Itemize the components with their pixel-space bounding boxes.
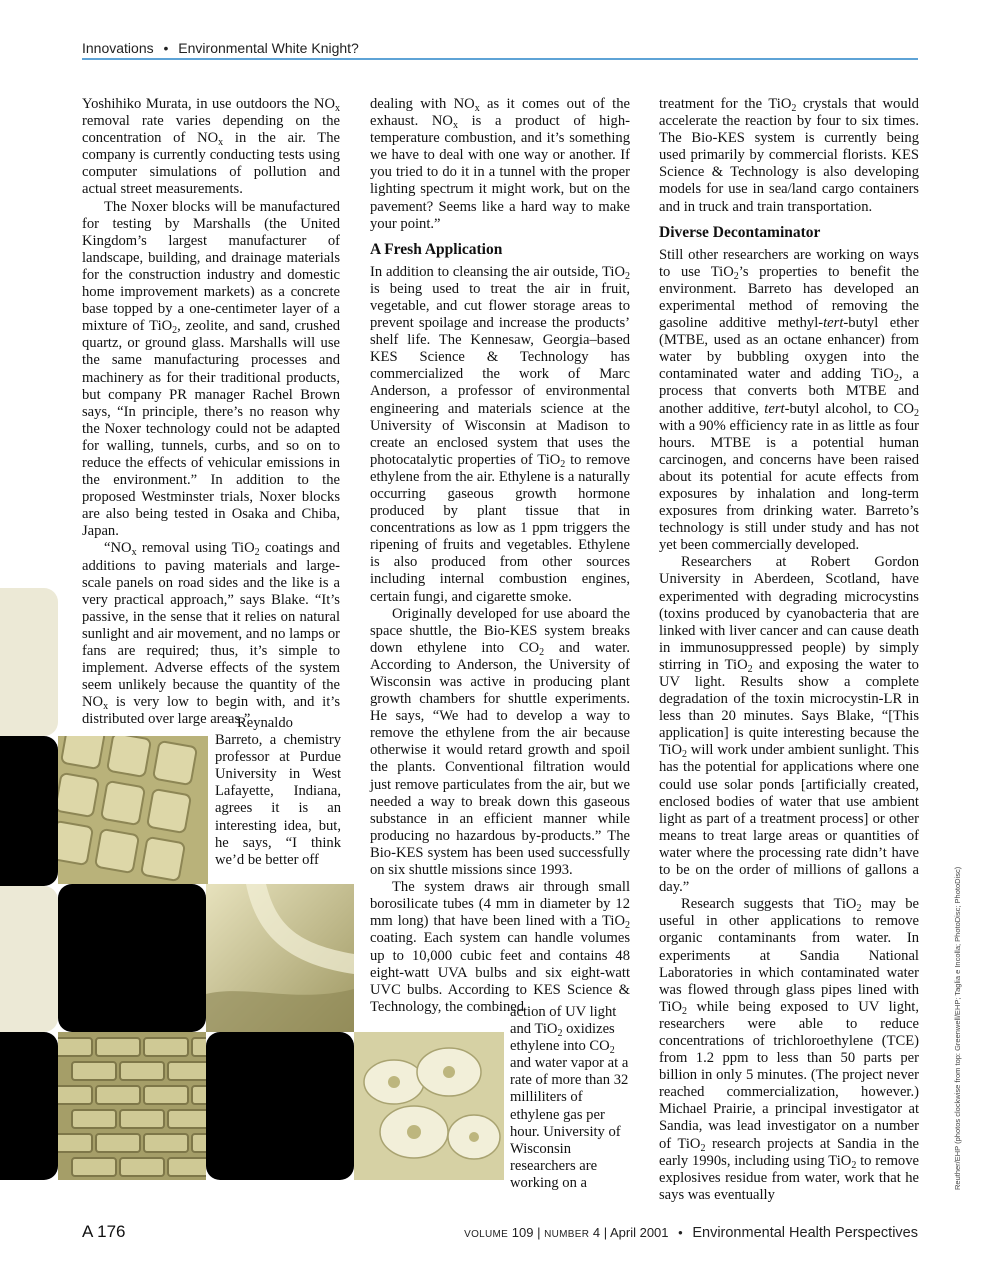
paragraph: “$NO_x$ removal using TiO$_2$ coatings and additions to paving materials and large-scale panels on road sides and the like is a very practical approach,” says Blake. “It’s passive, in the sense that it relies on natural sunlight and air movement, and no lamps or fans are required; thus, it’s simple to implement. Adverse effects of the system seem unlikely because the quantity of the $NO_x$ is very low to begin with, and it’s distributed over large areas.” [82, 540, 340, 728]
paragraph: Still other researchers are working on ways to use TiO$_2$’s properties to benefit the environment. Barreto has developed an experimental method of removing the gasoline additive methyl-tert-butyl ether (MTBE, used as an octane enhancer) from water by bubbling oxygen into the contaminated water and adding TiO$_2$, a process that converts both MTBE and another additive, tert-butyl alcohol, to $CO_2$ with a 90% efficiency rate in as little as four hours. MTBE is a potential human carcinogen, and concerns have been raised about its potential for acute effects from exposures by inhalation and long-term exposures from drinking water. Barreto’s technology is still under study and has not yet been commercially developed. [659, 246, 920, 554]
page-number: A 176 [82, 1222, 126, 1241]
footer-bullet: • [678, 1225, 683, 1240]
column-1-wrap-text [215, 715, 341, 869]
column-2-wrap-text [510, 1004, 630, 1192]
paragraph: Originally developed for use aboard the space shuttle, the Bio-KES system breaks down ethylene into $CO_2$ and water. According to Anderson, the University of Wisconsin was active in producing plant growth chambers for shuttle experiments. He says, “We had to develop a way to remove the ethylene from the air because otherwise it would retard growth and spoil the plants. Conventional filtration would just remove particulates from the air, but we needed a way to break down this gaseous substance in an efficient manner while producing no hazardous by-products.” The Bio-KES system has been used successfully on six shuttle missions since 1993. [370, 605, 630, 879]
side-tab-bottom [0, 886, 58, 1032]
paragraph: Yoshihiko Murata, in use outdoors the $NO_x$ removal rate varies depending on the concentration of $NO_x$ in the air. The company is currently conducting tests using computer simulations of pollution and actual street measurements. [82, 96, 340, 198]
flower-photo [354, 1032, 504, 1180]
section-name: Innovations [82, 40, 154, 56]
issue-date: April 2001 [609, 1225, 669, 1240]
photo-credit: Reuther/EHP (photos clockwise from top: Greenwell/EHP; Taglia e Incolla; PhotoDisc; PhotoDisc) [953, 866, 962, 1190]
paragraph: Reynaldo Barreto, a chemistry professor at Purdue University in West Lafayette, Indiana, agrees it is an interesting idea, but, he says, “I think we’d be better off [215, 715, 341, 868]
tile-photo [58, 736, 208, 884]
paragraph: treatment for the TiO$_2$ crystals that would accelerate the reaction by four to six times. The Bio-KES system is currently being used primarily by commercial florists. KES Science & Technology is also developing models for use in sea/land cargo containers and in truck and train transportation. [659, 96, 919, 215]
brick-photo [58, 1032, 206, 1180]
article-title: Environmental White Knight? [178, 40, 359, 56]
paragraph: The system draws air through small borosilicate tubes (4 mm in diameter by 12 mm long) that have been lined with a TiO$_2$ coating. Each system can handle volumes up to 10,000 cubic feet and contains 48 eight-watt UVA bulbs and six eight-watt UVC bulbs. According to KES Science & Technology, the combined [370, 879, 630, 1015]
column-2 [370, 96, 630, 1016]
paragraph: action of UV light and TiO$_2$ oxidizes ethylene into $CO_2$ and water vapor at a rate of more than 32 milliliters of ethylene gas per hour. University of Wisconsin researchers are working on a [510, 1004, 629, 1191]
section-heading: Diverse Decontaminator [659, 223, 821, 241]
paragraph: The Noxer blocks will be manufactured for testing by Marshalls (the United Kingdom’s largest manufacturer of landscape, building, and drainage materials for the construction industry and domestic home improvement markets) as a concrete base topped by a one-centimeter layer of a mixture of TiO$_2$, zeolite, and sand, crushed quartz, or ground glass. Marshalls will use the same manufacturing processes and machinery as for their traditional products, but company PR manager Rachel Brown says, “In principle, there’s no reason why the Noxer technology could not be adapted for walling, tunnels, curbs, and so on to reduce the effects of vehicular emissions in the environment.” In addition to the proposed Westminster trials, Noxer blocks are also being tested in Osaka and Chiba, Japan. [82, 198, 340, 540]
black-block [206, 1032, 354, 1180]
column-3 [659, 96, 919, 1204]
volume-number: 109 [511, 1225, 534, 1240]
paragraph: Researchers at Robert Gordon University in Aberdeen, Scotland, have experimented with degrading microcystins (toxins produced by cyanobacteria that are linked with liver cancer and can cause death in immunosuppressed people) by simply stirring in TiO$_2$ and exposing the water to UV light. Results show a complete degradation of the toxin microcystin-LR in less than 20 minutes. Says Blake, “[This application] is quite interesting because the TiO$_2$ will work under ambient sunlight. This has the potential for applications where one could use solar ponds [artificially created, enclosed bodies of water that use ambient light as part of a treatment process] or other means to treat large areas or quantities of water where the processing rate didn’t have to be on the order of millions of gallons a day.” [659, 554, 919, 896]
number-label: NUMBER [544, 1229, 590, 1240]
paragraph: Research suggests that TiO$_2$ may be useful in other applications to remove organic contaminants from water. In experiments at Sandia National Laboratories in which contaminated water was flowed through glass pipes lined with TiO$_2$ while being exposed to UV light, researchers were able to reduce concentrations of trichloroethylene (TCE) from 1.2 ppm to less than 50 parts per billion in only 5 minutes. (The project never reached commercialization, however.) Michael Prairie, a principal investigator at Sandia, was lead investigator on a number of TiO$_2$ research projects at Sandia in the early 1990s, including using TiO$_2$ to remove explosives residue from water, work that he says was eventually [659, 896, 920, 1203]
column-1 [82, 96, 340, 728]
header-bullet: • [163, 40, 169, 56]
black-block [58, 884, 206, 1032]
paragraph: In addition to cleansing the air outside, TiO$_2$ is being used to treat the air in fruit, vegetable, and cut flower storage areas to prevent spoilage and increase the products’ shelf life. The Kennesaw, Georgia–based KES Science & Technology has commercialized the work of Marc Anderson, a professor of environmental engineering and materials science at the University of Wisconsin at Madison to create an enclosed system that uses the photocatalytic properties of TiO$_2$ to remove ethylene from the air. Ethylene is a naturally occurring gaseous growth hormone produced by plant tissue that in concentrations as low as 1 ppm triggers the ripening of fruits and vegetables. Ethylene is also produced from other sources including internal combustion engines, certain fungi, and cigarette smoke. [370, 263, 630, 605]
black-block [0, 736, 58, 886]
issue-number: 4 [592, 1225, 601, 1240]
section-heading: A Fresh Application [370, 240, 503, 258]
header-rule [82, 58, 918, 60]
journal-name: Environmental Health Perspectives [692, 1225, 918, 1241]
journal-footer: VOLUME 109 | NUMBER 4 | April 2001 • Environmental Health Perspectives [464, 1225, 918, 1241]
volume-label: VOLUME [464, 1229, 509, 1240]
water-photo [206, 884, 354, 1032]
black-block [0, 1032, 58, 1180]
paragraph: dealing with $NO_x$ as it comes out of the exhaust. $NO_x$ is a product of high-temperature combustion, and it’s something we have to deal with one way or another. If you tried to do it in a tunnel with the proper lighting spectrum it might work, but on the pavement? Seems like a hard way to make your point.” [370, 96, 630, 232]
side-tab-top [0, 588, 58, 736]
